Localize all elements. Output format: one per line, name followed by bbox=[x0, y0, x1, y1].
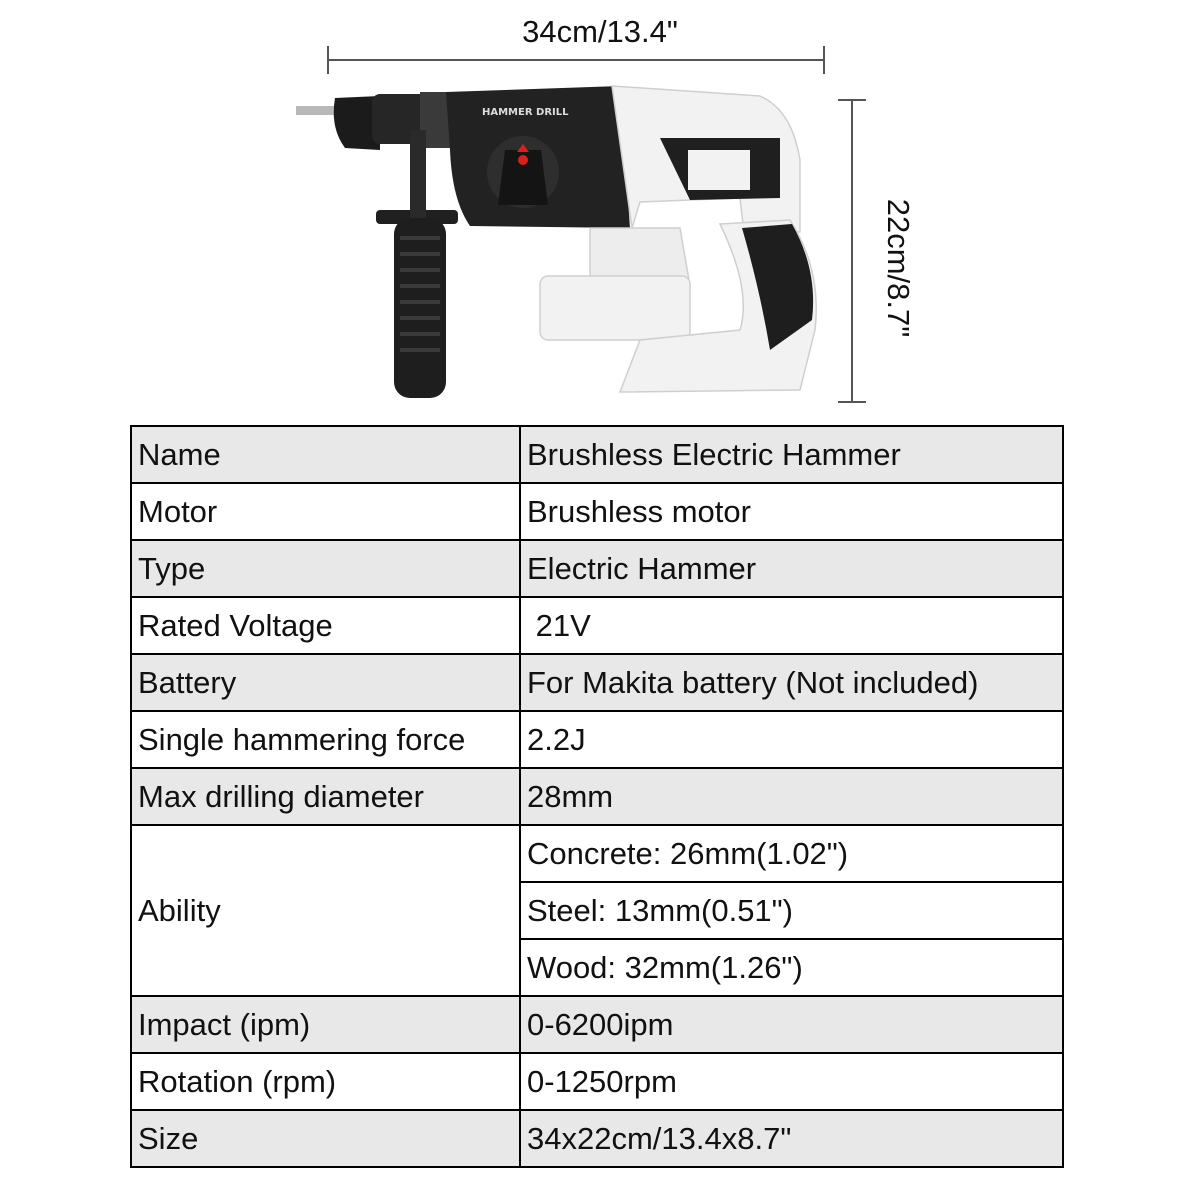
spec-value: 0-1250rpm bbox=[520, 1053, 1063, 1110]
spec-label: Name bbox=[131, 426, 520, 483]
spec-label: Type bbox=[131, 540, 520, 597]
spec-value-ability-concrete: Concrete: 26mm(1.02") bbox=[520, 825, 1063, 882]
spec-label: Rated Voltage bbox=[131, 597, 520, 654]
product-hero bbox=[0, 0, 1200, 420]
spec-label: Battery bbox=[131, 654, 520, 711]
spec-label: Rotation (rpm) bbox=[131, 1053, 520, 1110]
table-row bbox=[131, 1053, 1063, 1110]
table-row bbox=[131, 711, 1063, 768]
spec-label: Max drilling diameter bbox=[131, 768, 520, 825]
spec-value: Electric Hammer bbox=[520, 540, 1063, 597]
hammer-drill-image bbox=[0, 0, 1200, 420]
spec-value-ability-steel: Steel: 13mm(0.51") bbox=[520, 882, 1063, 939]
table-row bbox=[131, 1110, 1063, 1167]
spec-value: 28mm bbox=[520, 768, 1063, 825]
spec-value: For Makita battery (Not included) bbox=[520, 654, 1063, 711]
spec-value: 21V bbox=[520, 597, 1063, 654]
table-row bbox=[131, 483, 1063, 540]
table-row bbox=[131, 825, 1063, 882]
spec-label: Impact (ipm) bbox=[131, 996, 520, 1053]
spec-value: Brushless Electric Hammer bbox=[520, 426, 1063, 483]
table-row bbox=[131, 768, 1063, 825]
spec-value: 2.2J bbox=[520, 711, 1063, 768]
brand-text: HAMMER DRILL bbox=[482, 107, 569, 118]
spec-label: Size bbox=[131, 1110, 520, 1167]
height-dimension-label: 22cm/8.7" bbox=[881, 198, 916, 338]
specification-table bbox=[130, 425, 1064, 1168]
spec-value-ability-wood: Wood: 32mm(1.26") bbox=[520, 939, 1063, 996]
spec-value: Brushless motor bbox=[520, 483, 1063, 540]
width-dimension-label: 34cm/13.4" bbox=[522, 14, 678, 49]
table-row bbox=[131, 540, 1063, 597]
table-row bbox=[131, 426, 1063, 483]
table-row bbox=[131, 996, 1063, 1053]
table-row bbox=[131, 597, 1063, 654]
spec-label-ability: Ability bbox=[131, 825, 520, 996]
spec-value: 34x22cm/13.4x8.7" bbox=[520, 1110, 1063, 1167]
spec-label: Single hammering force bbox=[131, 711, 520, 768]
spec-label: Motor bbox=[131, 483, 520, 540]
table-row bbox=[131, 654, 1063, 711]
spec-value: 0-6200ipm bbox=[520, 996, 1063, 1053]
